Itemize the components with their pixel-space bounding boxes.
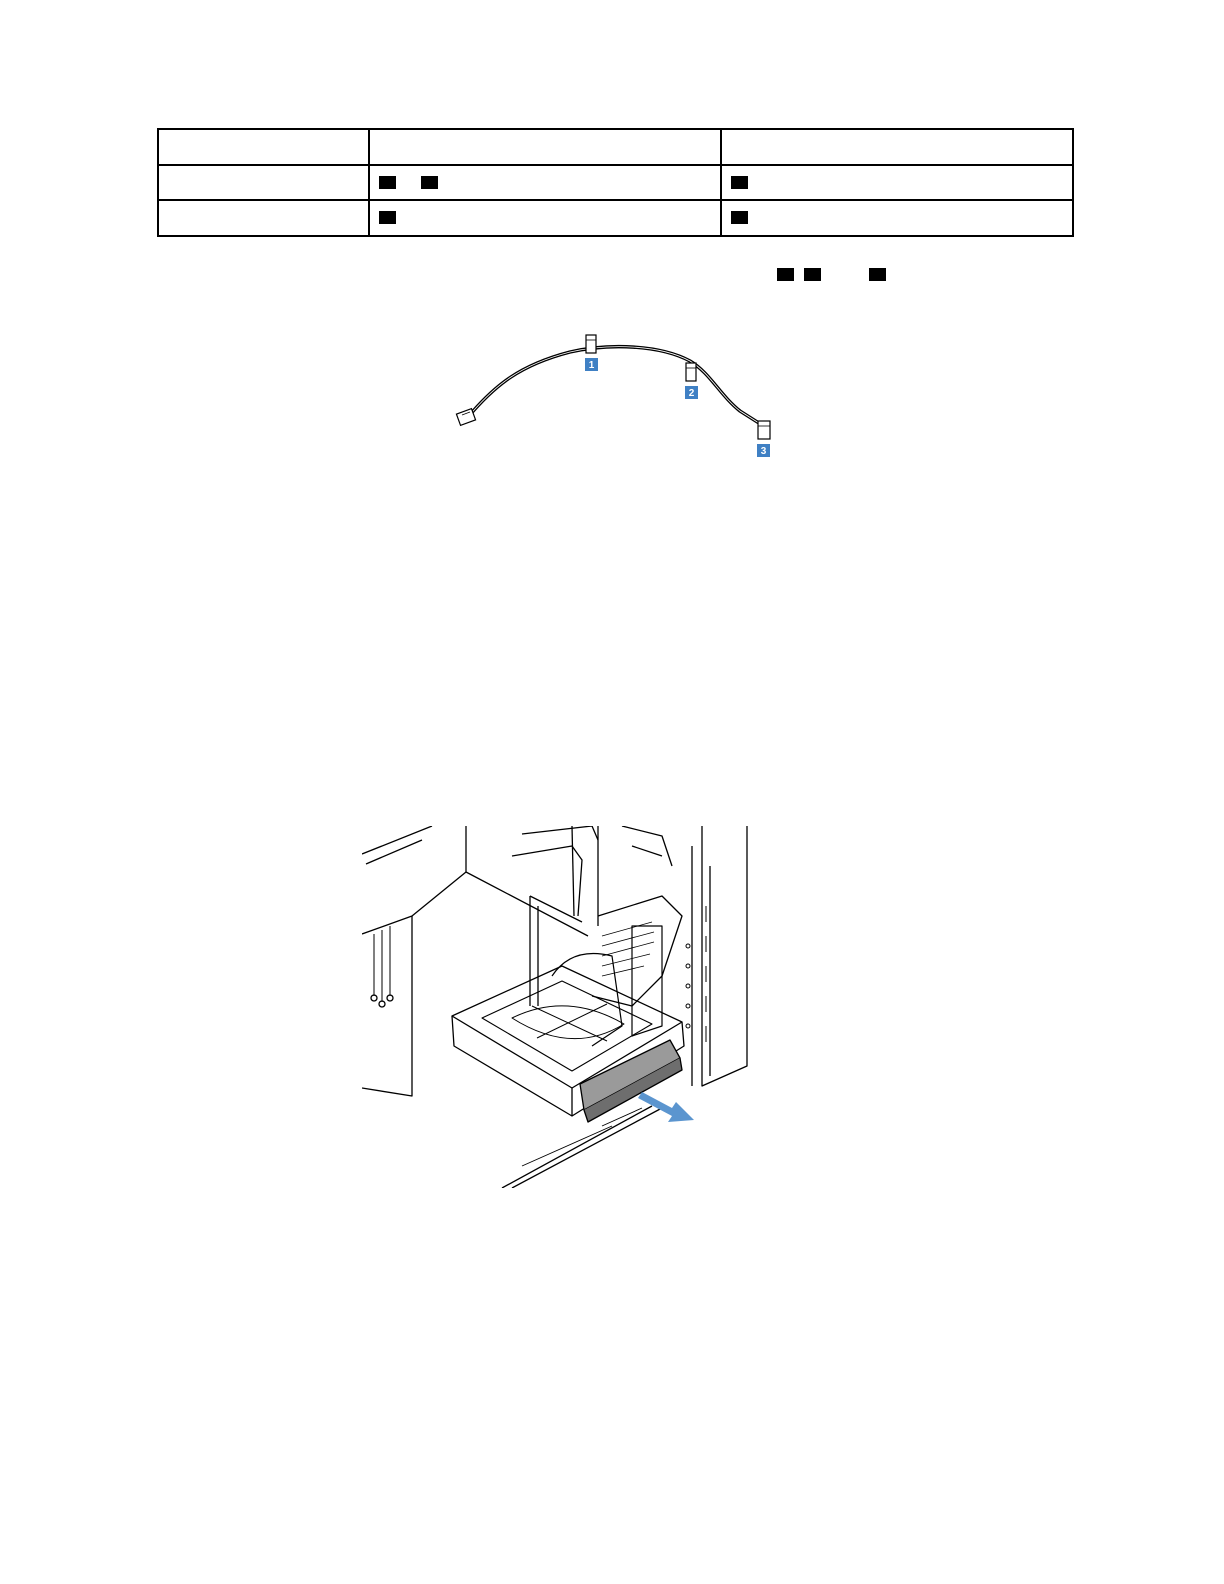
table-header-row	[158, 129, 1073, 165]
callout-1-label: 1	[588, 360, 595, 371]
callout-marker	[804, 268, 821, 281]
removal-arrow-icon	[638, 1092, 694, 1122]
callout-marker	[731, 211, 748, 224]
table-header-cell	[721, 129, 1073, 165]
table-cell	[158, 200, 369, 236]
drive-bay-removal-illustration	[362, 826, 752, 1188]
table-cell	[369, 200, 721, 236]
callout-3	[757, 444, 770, 457]
callout-3-label: 3	[760, 446, 767, 457]
connector-2-icon	[686, 363, 696, 381]
power-cable-illustration	[440, 325, 790, 465]
table-header-cell	[158, 129, 369, 165]
table-row	[158, 165, 1073, 201]
table-cell	[369, 165, 721, 201]
cable-plug-icon	[456, 409, 475, 426]
callout-marker	[379, 211, 396, 224]
connector-table	[157, 128, 1074, 237]
callout-marker	[777, 268, 794, 281]
callout-marker	[379, 176, 396, 189]
callout-2	[685, 386, 698, 399]
callout-1	[585, 358, 598, 371]
callout-marker	[731, 176, 748, 189]
table-cell	[721, 165, 1073, 201]
table-row	[158, 200, 1073, 236]
table-cell	[158, 165, 369, 201]
connector-3-icon	[758, 421, 770, 439]
table-header-cell	[369, 129, 721, 165]
table-cell	[721, 200, 1073, 236]
callout-marker	[869, 268, 886, 281]
callout-2-label: 2	[688, 388, 695, 399]
callout-marker	[421, 176, 438, 189]
connector-1-icon	[586, 335, 596, 353]
